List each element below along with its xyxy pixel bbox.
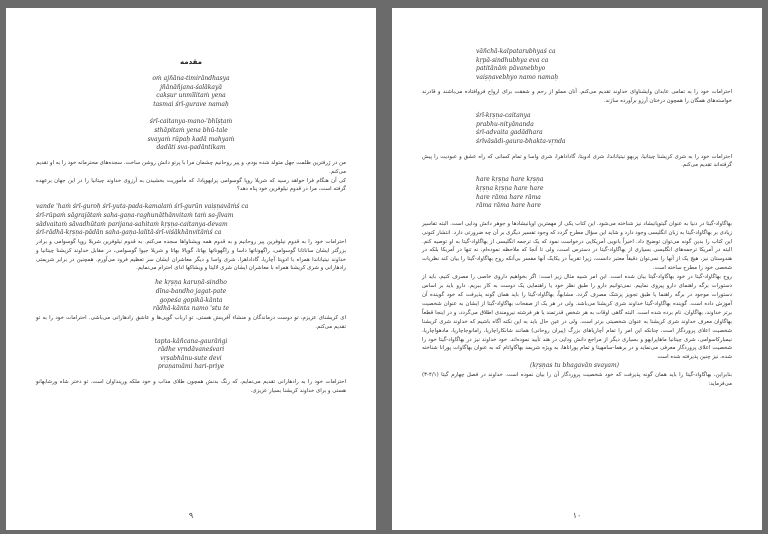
verse-line: tapta-kāñcana-gaurāṅgi [154,337,228,345]
verse-line: svayaṁ rūpaḥ kadā mahyaṁ [147,135,235,143]
verse-line: śrī-rūpaṁ sāgrajātaṁ saha-gaṇa-raghunāthānvitaṁ taṁ sa-jīvam [36,211,234,219]
verse-line: hare rāma hare rāma [476,193,541,201]
verse-line: he kṛṣṇa karuṇā-sindho [155,279,227,287]
inline-quote: (kṛṣṇas tu bhagavān svayam) [530,362,620,370]
verse-block [422,112,732,146]
verse-block [36,118,346,152]
verse-line: śrī-rādhā-kṛṣṇa-pādān saha-gaṇa-lalitā-śrī-viśākhānvitāṁś ca [36,229,222,237]
verse-block [36,75,346,109]
body-paragraph: روح بهاگاواد-گیتا در خود بهاگاواد-گیتا بیان شده است. این امر شبیه مثال زیر است: اگر بخواهیم داروی خاصی را مصرف کنیم، باید از دستورات برگه راهنمای دارو پیروی نماییم. نمی‌توانیم دارو را طبق نظر خود یا راهنمایی یک دوست به کار ببریم. دارو باید بر اساس دستورات موجود در برگه راهنما یا طبق تجویز پزشک مصرف گردد. مشابهاً، بهاگاواد-گیتا را باید همان گونه پذیرفت که خود گوینده آن آموزش داده است. گوینده بهاگاواد-گیتا خداوند شری کریشنا می‌باشد. ولی در هر یک از صفحات بهاگاواد-گیتا از ایشان به عنوان شخصیت برتر خداوند، بهاگاوان، نام برده شده است. البته گاهی اوقات به هر شخص قدرتمند یا هر فرشته نیرومندی اطلاق می‌گردد، و در اینجا قطعاً بهاگاوان معرف خداوند شری کریشنا به عنوان شخصیتی برتر است. ولی در عین حال باید به این نکته آگاه باشیم که خداوند شری کریشنا شخصیت اعلای پروردگار است، چنانکه این امر را تمام آچاریاهای بزرگ (پیران روحانی) همانند شانکاراچاریا، رامانوجاچاریا، مادهواچاریا، نیمبارکاسوامی، شری چیتانیا ماهاپرابهو و بسیاری دیگر از مراجع دانش ودایی در هند تأیید نموده‌اند. خود خداوند نیز در بهاگاواد-گیتا خود را شخصیت اعلای پروردگار معرفی می‌نماید و در برهما-سامهیتا و تمام پورانا‌ها، به ویژه شریمد بهاگاواتام که به عنوان بهاگاوات پورانا شناخته شده، نیز چنین پذیرفته شده است [422,274,732,361]
verse-line: sthāpitaṁ yena bhū-tale [154,126,228,134]
verse-line: hare kṛṣṇa hare kṛṣṇa [476,176,544,184]
verse-line: patitānāṁ pāvanebhyo [476,65,546,73]
verse-block [36,279,346,313]
book-page-right [392,8,762,530]
verse-line: rādhe vṛndāvaneśvari [157,346,225,354]
verse-line: sādvaitaṁ sāvadhūtaṁ parijana-sahitaṁ kṛṣṇa-caitanya-devam [36,220,228,228]
page-number: ۱۰ [572,511,582,520]
verse-line: rādhā-kānta namo 'stu te [152,305,230,313]
verse-line: vṛṣabhānu-sute devi [160,354,222,362]
verse-line: praṇamāmi hari-priye [157,363,225,371]
translation-paragraph: ای کریشنای عزیزم، تو دوست درماندگان و منشاء آفرینش هستی. تو ارباب گوپی‌ها و عاشق رادهارانی می‌باشی. احترامات خود را به تو تقدیم می‌کنم. [36,314,346,330]
translation-paragraph: احترامات خود را به رادهارانی تقدیم می‌نمایم، که رنگ بدنش همچون طلای مذاب و خود ملکه ورینداوان است. تو دختر شاه ورشابهانو هستی و برای خداوند کریشنا بسیار عزیزی. [36,378,346,394]
verse-block [422,48,732,82]
verse-line: dadāti sva-padāntikam [156,144,226,152]
verse-line: jñānāñjana-śalākayā [160,83,222,91]
body-paragraph: بهاگاواد-گیتا در دنیا به عنوان گیتوپانیشاد نیز شناخته می‌شود. این کتاب یکی از مهمترین اوپانیشادها و جوهر دانش ودایی است. البته تفاسیر زیادی بر بهاگاواد-گیتا به زبان انگلیسی وجود دارد و شاید این سؤال مطرح گردد که وجود تفسیر دیگری بر آن چه ضرورتی دارد. انتشار کنونی این کتاب را بدین گونه می‌توان توضیح داد. اخیراً بانویی آمریکایی درخواست نمود که یک ترجمه انگلیسی از بهاگاواد-گیتا به او توصیه کنم. البته در آمریکا ترجمه‌های انگلیسی بسیاری از بهاگاواد-گیتا در دسترس است، ولی تا آنجا که ملاحظه نموده‌ام، نه تنها در آمریکا بلکه در هندوستان نیز، هیچ یک از آنها را نمی‌توان دقیقاً معتبر دانست، زیرا تقریباً در یکایک آنها مفسر بی‌آنکه روح بهاگاواد-گیتا را بیان کند نظریات شخصی خود را مطرح ساخته است. [422,220,732,272]
verse-line: dīna-bandho jagat-pate [155,287,227,295]
verse-line: kṛpā-sindhubhya eva ca [476,56,549,64]
verse-line: prabhu-nityānanda [476,120,534,128]
verse-line: tasmai śrī-gurave namaḥ [153,100,229,108]
page-number: ۹ [188,511,194,520]
translation-paragraph: احترامات خود را به شری کریشنا چیتانیا، پربهو نیتیاناندا، شری ادویتا، گاداداهرا، شری واسا و تمام کسانی که راه عشق و عبودیت را پیش گرفته‌اند تقدیم می‌کنم. [422,153,732,169]
section-heading: مقدمه [180,58,202,66]
translation-paragraph: احترامات خود را به تمامی عابدان وایشناوای خداوند تقدیم می‌کنم. آنان مملو از رحم و شفقت برای ارواح فروافتاده می‌باشند و قادرند خواسته‌های همگان را همچون درختان آرزو برآورده سازند. [422,89,732,105]
verse-line: kṛṣṇa kṛṣṇa hare hare [476,184,544,192]
verse-line: śrī-kṛṣṇa-caitanya [476,112,531,120]
mantra-block [422,176,732,210]
translation-paragraph: احترامات خود را به قدوم نیلوفرین پیر روحانیم و به قدوم همه ویشناواها سجده می‌کنم. به قدوم نیلوفرین شریلا روپا گوسوامی و برادر بزرگتر ایشان ساناتانا گوسوامی، راگهوناتها داسا و راگهوناتها بهاتا، گوپالا بهاتا و شریلا جیوا گوسوامی، در مقابل خداوند کریشنا چیتانیا و خداوند نیتیاناندا همراه با ادویتا آچاریا، گاداداهرا، شری واسا و دیگر معاشران ایشان سر تعظیم فرود می‌آورم. همچنین در برابر شریمتی رادهارانی و شری کریشنا همراه با معاشران ایشان شری لالیتا و ویشاکها ادای احترام می‌نمایم. [36,238,346,272]
verse-line: rāma rāma hare hare [476,202,541,210]
verse-line: śrīvāsādi-gaura-bhakta-vṛnda [476,137,566,145]
book-page-left [6,8,376,530]
translation-paragraph: کی آن هنگام فرا خواهد رسید که شریلا روپا گوسوامی پرابهوپادا، که مأموریت بخشیدن به آرزوی خداوند چیتانیا را در این جهان برعهده گرفته است، مرا در قدوم نیلوفرین خود پناه دهد؟ [36,177,346,193]
verse-block [36,203,346,237]
verse-line: vaiṣṇavebhyo namo namaḥ [476,73,559,81]
verse-line: śrī-advaita gadādhara [476,129,543,137]
verse-line: oṁ ajñāna-timirāndhasya [152,75,230,82]
verse-line: cakṣur unmīlitaṁ yena [156,92,226,100]
verse-line: śrī-caitanya-mano-'bhīṣṭaṁ [149,118,233,126]
verse-block [36,338,346,372]
translation-paragraph: من در ژرفترین ظلمت جهل متولد شده بودم، و پیر روحانیم چشمان مرا با پرتو دانش روشن ساخت. سجده‌های محترمانه خود را به او تقدیم می‌کنم. [36,159,346,175]
verse-line: gopeśa gopikā-kānta [159,296,223,304]
verse-line: vāñchā-kalpatarubhyaś ca [476,48,556,55]
body-paragraph: بنابراین، بهاگاواد-گیتا را باید همان گونه پذیرفت که خود شخصیت پروردگار آن را بیان نموده است. خداوند در فصل چهارم گیتا (۴/۱-۳) می‌فرماید: [422,371,732,387]
verse-line: vande 'haṁ śrī-guroḥ śrī-yuta-pada-kamalaṁ śrī-gurūn vaiṣṇavāṁś ca [36,203,249,211]
